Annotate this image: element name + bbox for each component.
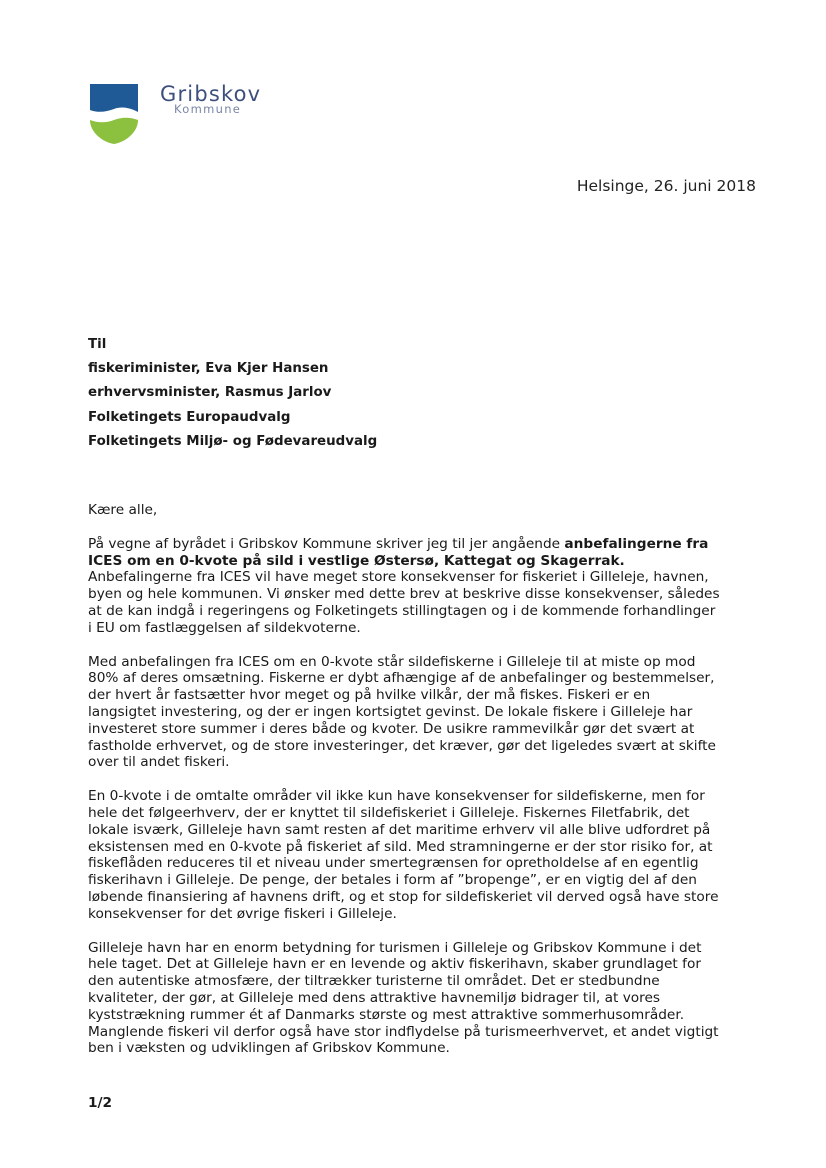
paragraph-2 [88,654,738,772]
paragraph-line: Anbefalingerne fra ICES vil have meget store konsekvenser for fiskeriet i Gilleleje, havnen, [88,569,709,586]
recipient-line: Til [88,337,107,352]
intro-bold-line: ICES om en 0-kvote på sild i vestlige Østersø, Kattegat og Skagerrak. [88,552,625,569]
paragraph-line: hele taget. Det at Gilleleje havn er en levende og aktiv fiskerihavn, skaber grundlaget for [88,956,701,973]
paragraph-line: Manglende fiskeri vil derfor også have stor indflydelse på turismeerhvervet, et andet vigtigt [88,1023,719,1040]
paragraph-line: kvaliteter, der gør, at Gilleleje med dens attraktive havnemiljø bidrager til, at vores [88,989,661,1006]
paragraph-line [88,536,738,553]
recipient-line: fiskeriminister, Eva Kjer Hansen [88,361,329,377]
paragraph-line: over til andet fiskeri. [88,754,230,771]
paragraph-line: investeret store summer i deres både og kvoter. De usikre rammevilkår gør det svært at [88,720,695,737]
paragraph-line: fiskeflåden reduceres til et niveau under smertegrænsen for opretholdelse af en egentlig [88,855,699,872]
recipient-line: erhvervsminister, Rasmus Jarlov [88,385,332,401]
letter-body [88,502,738,1074]
recipient-line: Folketingets Miljø- og Fødevareudvalg [88,433,378,449]
gribskov-shield-icon [88,82,140,144]
greeting: Kære alle, [88,502,158,518]
logo-subtitle: Kommune [174,102,242,116]
paragraph-line: 80% af deres omsætning. Fiskerne er dybt afhængige af de anbefalinger og bestemmelser, [88,670,715,687]
paragraph-line: fiskerihavn i Gilleleje. De penge, der betales i form af ”bropenge”, er en vigtig del af den [88,872,697,889]
paragraph-line: En 0-kvote i de omtalte områder vil ikke kun have konsekvenser for sildefiskerne, men for [88,788,705,805]
paragraph-4 [88,940,738,1058]
paragraph-line: der hvert år fastsætter hvor meget og på hvilke vilkår, der må fiskes. Fiskeri er en [88,687,651,704]
paragraph-line: lokale isværk, Gilleleje havn samt resten af det maritime erhverv vil alle blive udfordret på [88,821,711,838]
paragraph-line: løbende finansiering af havnens drift, og et stop for sildefiskeriet vil derved også have store [88,888,719,905]
paragraph-1 [88,536,738,637]
paragraph-line: den autentiske atmosfære, der tiltrækker turisterne til området. Det er stedbundne [88,973,660,990]
paragraph-line: konsekvenser for det øvrige fiskeri i Gilleleje. [88,905,397,922]
paragraph-3 [88,788,738,922]
paragraph-line: langsigtet investering, og der er ingen kortsigtet gevinst. De lokale fiskere i Gilleleje har [88,703,693,720]
paragraph-line: fastholde erhvervet, og de store investeringer, det kræver, gør det ligeledes svært at skifte [88,737,716,754]
paragraph-line: kyststrækning rummer ét af Danmarks største og mest attraktive sommerhusområder. [88,1006,685,1023]
paragraph-line: eksistensen med en 0-kvote på fiskeriet af sild. Med stramningerne er der stor risiko for, at [88,838,713,855]
gribskov-logo [88,82,288,152]
paragraph-line: i EU om fastlæggelsen af sildekvoterne. [88,619,361,636]
page-number: 1/2 [88,1095,113,1111]
date-line: Helsinge, 26. juni 2018 [576,177,756,195]
paragraph-line: Gilleleje havn har en enorm betydning for turismen i Gilleleje og Gribskov Kommune i det [88,939,702,956]
intro-bold-text: anbefalingerne fra [564,535,709,552]
paragraph-line: byen og hele kommunen. Vi ønsker med dette brev at beskrive disse konsekvenser, således [88,586,720,603]
recipient-block [88,333,377,454]
paragraph-line: Med anbefalingen fra ICES om en 0-kvote står sildefiskerne i Gilleleje til at miste op mod [88,653,696,670]
logo-name: Gribskov [160,82,262,106]
intro-text: På vegne af byrådet i Gribskov Kommune skriver jeg til jer angående [88,535,565,552]
recipient-line: Folketingets Europaudvalg [88,409,291,425]
paragraph-line: at de kan indgå i regeringens og Folketingets stillingtagen og i de kommende forhandlinger [88,602,716,619]
paragraph-line: hele det følgeerhverv, der er knyttet til sildefiskeriet i Gilleleje. Fiskernes Filetfabrik, det [88,804,690,821]
paragraph-line: ben i væksten og udviklingen af Gribskov Kommune. [88,1040,450,1057]
